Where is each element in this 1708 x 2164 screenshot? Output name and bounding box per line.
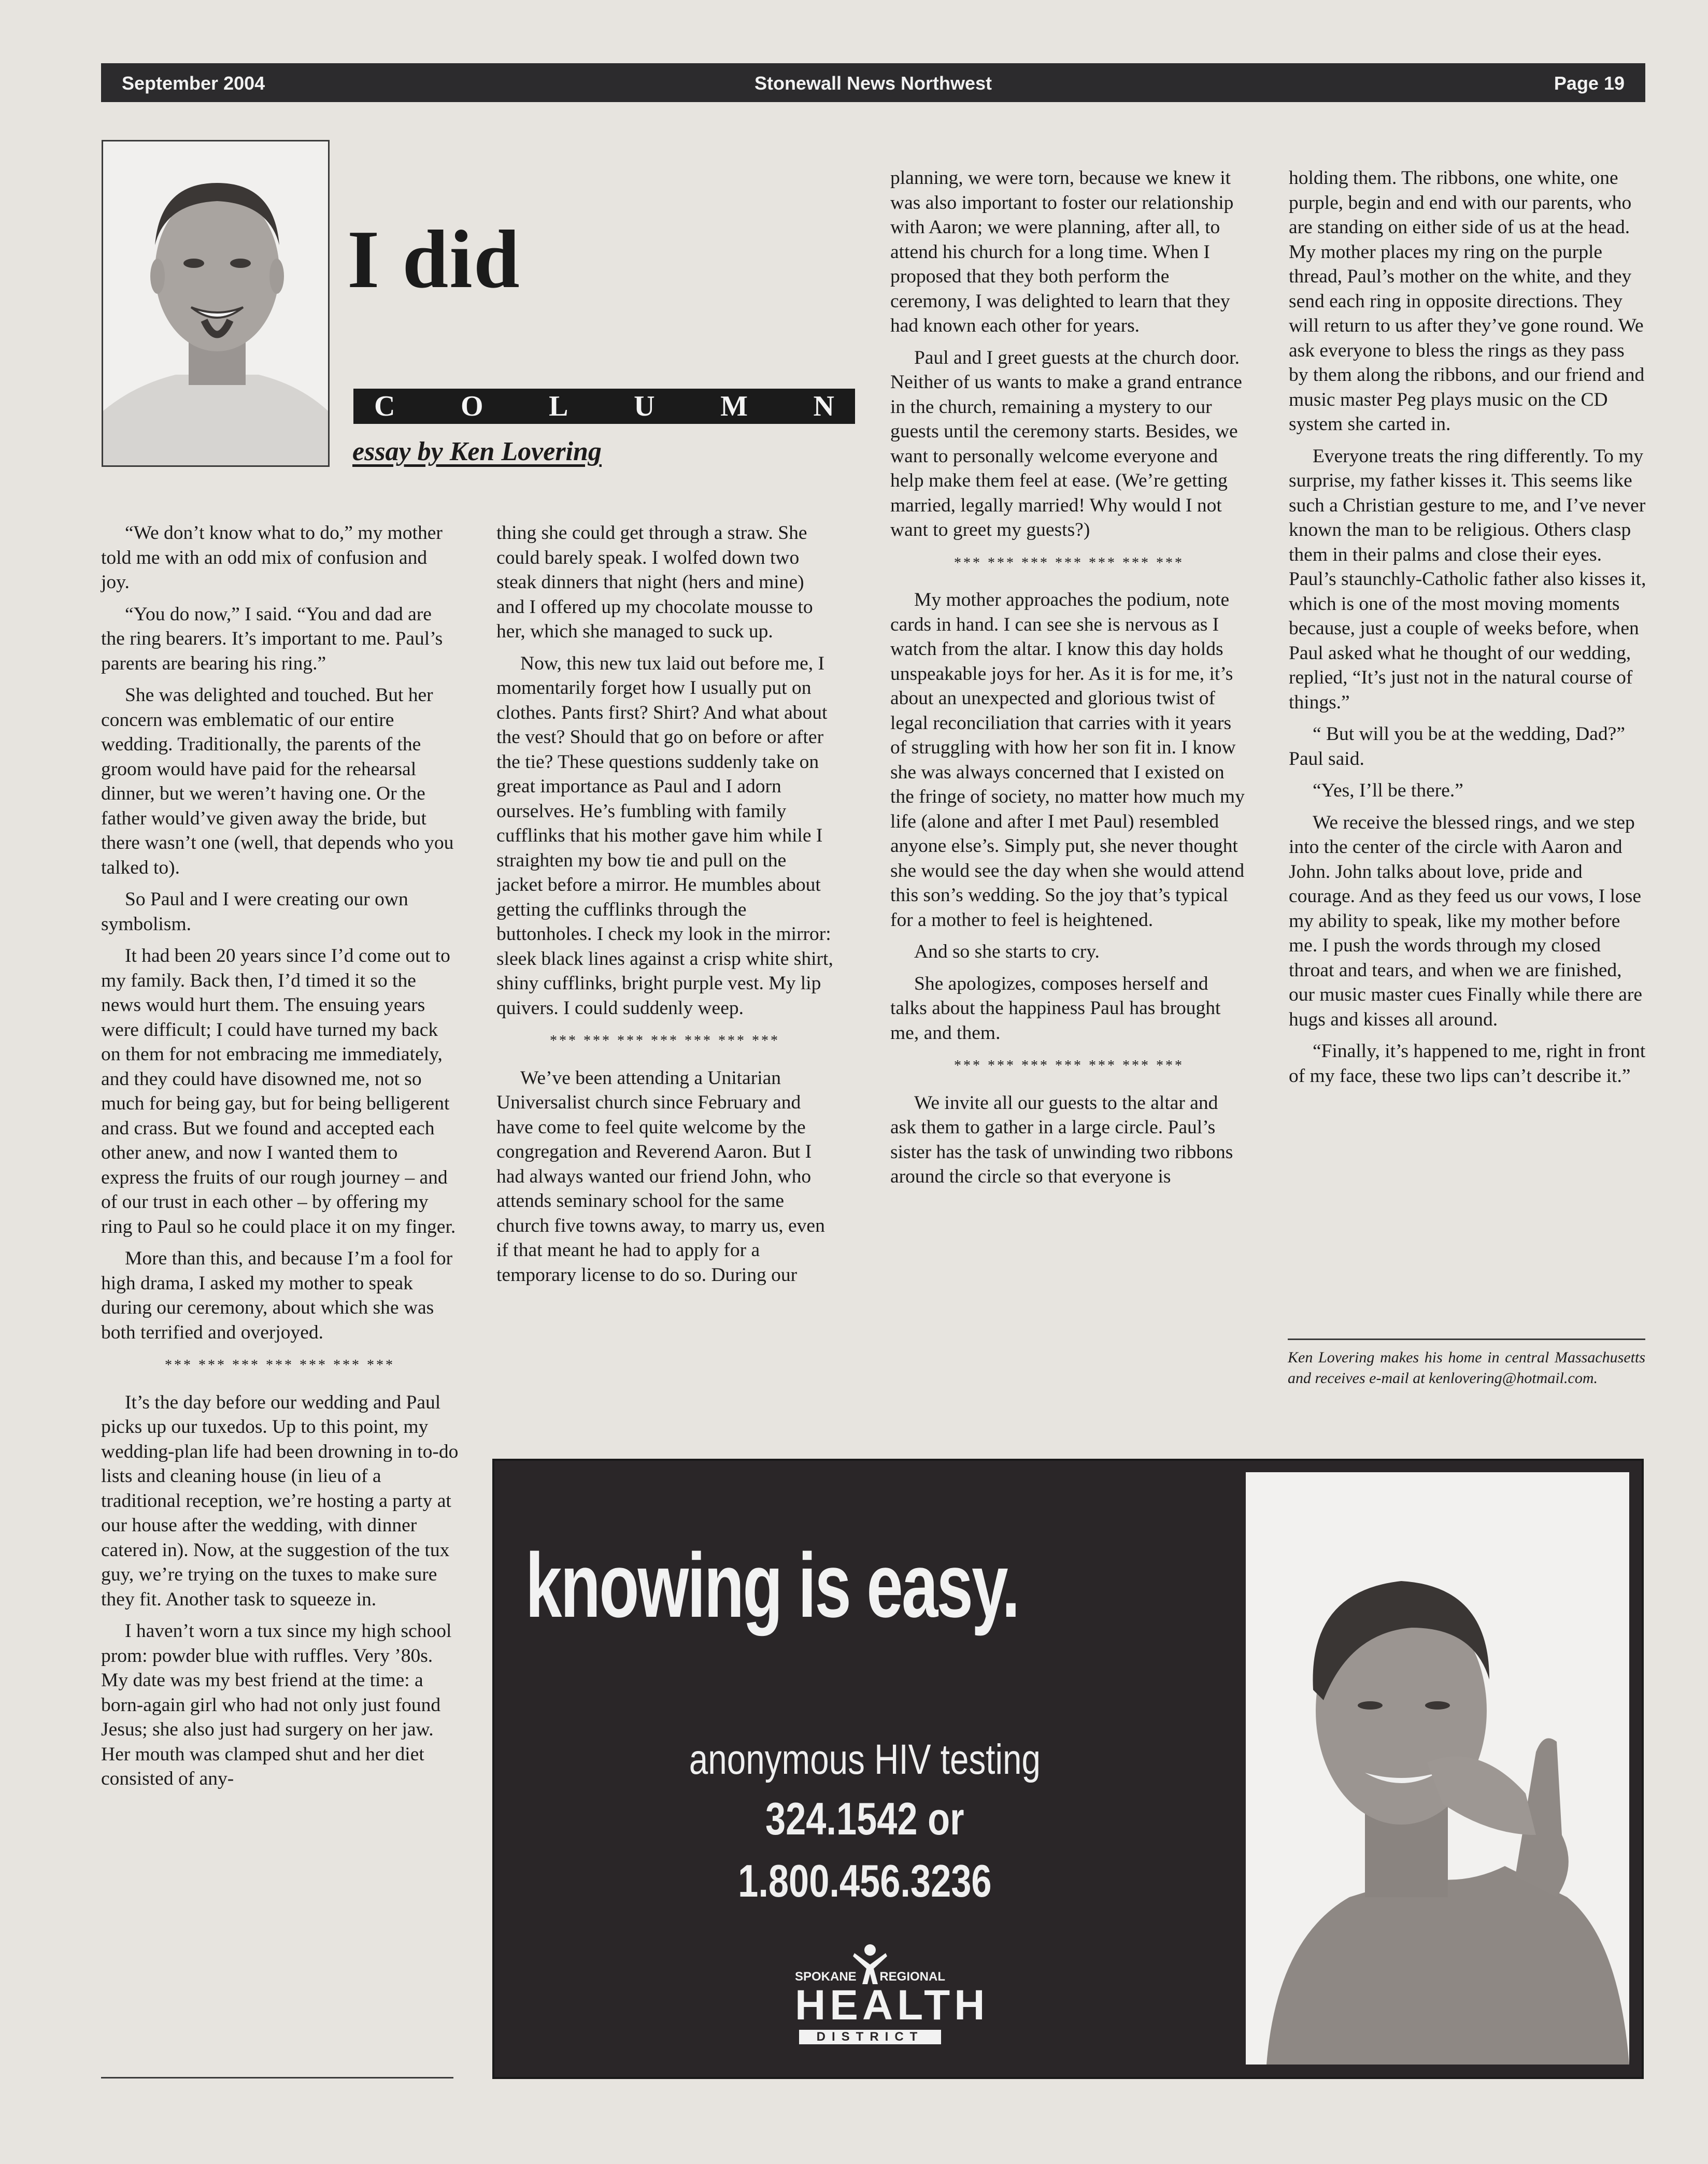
paragraph: Everyone treats the ring differently. To my surprise, my father kisses it. This seems like such a Christian gesture to me, and I’ve never known the man to be religious. Others clasp them in their palms and close their eyes. Paul’s staunchly-Catholic father also kisses it, which is one of the most moving moments because, just a couple of weeks before, when Paul asked what he thought of our wedding, replied, “It’s just not in the natural course of things.”: [1289, 445, 1646, 713]
paragraph: I haven’t worn a tux since my high school prom: powder blue with ruffles. Very ’80s. My date was my best friend at the time: a born-again girl who had not only just found Jesus; she also just had surgery on her jaw. Her mouth was clamped shut and her diet consisted of any-: [101, 1620, 452, 1789]
ad-model-photo: [1246, 1472, 1629, 2065]
paragraph: Now, this new tux laid out before me, I momentarily forget how I usually put on clothes. Pants first? Shirt? And what about the vest? Should that go on before or after the tie? These questions suddenly take on great importance as Paul and I adorn ourselves. He’s fumbling with family cufflinks that his mother gave him while I straighten my bow tie and pull on the jacket before a mirror. He mumbles about getting the cufflinks through the buttonholes. I check my look in the mirror: sleek black lines against a crisp white shirt, shiny cufflinks, bright purple vest. My lip quivers. I could suddenly weep.: [496, 652, 833, 1019]
author-portrait-image: [103, 141, 328, 465]
logo-text-bottom: DISTRICT: [799, 2030, 941, 2044]
ad-model-image: [1246, 1472, 1629, 2065]
column-end-rule: [101, 2077, 453, 2078]
ad-subhead: [494, 1735, 1235, 1784]
column-title: I did: [347, 213, 521, 305]
paragraph: planning, we were torn, because we knew it was also important to foster our relationship with Aaron; we were planning, after all, to attend his church for a long time. When I proposed that they both perform the ceremony, I was delighted to learn that they had known each other for years.: [890, 167, 1234, 336]
paragraph: More than this, and because I’m a fool for high drama, I asked my mother to speak during our ceremony, about which she was both terrified and overjoyed.: [101, 1248, 453, 1343]
hiv-testing-advertisement: [492, 1459, 1644, 2079]
health-district-logo: [795, 1943, 989, 2044]
article-column-2: [496, 521, 833, 1294]
article-column-4: [1289, 166, 1646, 1095]
section-separator: *** *** *** *** *** *** ***: [550, 1033, 780, 1049]
author-photo: [102, 140, 330, 467]
paragraph: “We don’t know what to do,” my mother told me with an odd mix of confusion and joy.: [101, 522, 443, 593]
logo-text-right: REGIONAL: [879, 1970, 945, 1984]
paragraph: “ But will you be at the wedding, Dad?” Paul said.: [1289, 723, 1625, 770]
paragraph: We invite all our guests to the altar and ask them to gather in a large circle. Paul’s sister has the task of unwinding two ribbons around the circle so that everyone is: [890, 1092, 1233, 1187]
logo-text-main: HEALTH: [795, 1982, 989, 2029]
section-separator: *** *** *** *** *** *** ***: [954, 554, 1184, 571]
paragraph: She was delighted and touched. But her concern was emblematic of our entire wedding. Traditionally, the parents of the groom would have paid for the rehearsal dinner, but we weren’t having one. Or the father would’ve given away the bride, but there wasn’t one (well, that depends who you talked to).: [101, 685, 454, 878]
paragraph: And so she starts to cry.: [914, 941, 1100, 962]
column-label-letter: U: [634, 390, 655, 422]
article-column-1: [101, 521, 459, 1799]
paragraph: It’s the day before our wedding and Paul picks up our tuxedos. Up to this point, my wedding-plan life had been drowning in to-do lists and cleaning house (in lieu of a traditional reception, we’re hosting a party at our house after the wedding, with dinner catered in). Now, at the suggestion of the tux guy, we’re trying on the tuxes to make sure they fit. Another task to squeeze in.: [101, 1391, 459, 1610]
ad-subhead-text: anonymous HIV testing: [689, 1736, 1041, 1783]
paragraph: “Finally, it’s happened to me, right in front of my face, these two lips can’t describe it.”: [1289, 1041, 1646, 1087]
ad-phone-tollfree-text: 1.800.456.3236: [738, 1855, 992, 1906]
paragraph: My mother approaches the podium, note cards in hand. I can see she is nervous as I watch from the altar. I know this day holds unspeakable joys for her. As it is for me, it’s about an unexpected and glorious twist of legal reconciliation that carries with it years of struggling with how her son fit in. I know she was always concerned that I existed on the fringe of society, no matter how much my life (alone and after I met Paul) resembled anyone else’s. Simply put, she never thought she would see the day when she would attend this son’s wedding. So the joy that’s typical for a mother to feel is heightened.: [890, 589, 1245, 931]
article-column-3: [890, 166, 1248, 1197]
paragraph: “You do now,” I said. “You and dad are the ring bearers. It’s important to me. Paul’s parents are bearing his ring.”: [101, 603, 443, 674]
column-label-letter: N: [813, 390, 834, 422]
byline: essay by Ken Lovering: [352, 437, 602, 466]
column-label-letter: C: [374, 390, 395, 422]
ad-phone-local: [494, 1792, 1235, 1845]
paragraph: “Yes, I’ll be there.”: [1313, 780, 1463, 801]
paragraph: So Paul and I were creating our own symbolism.: [101, 889, 408, 935]
column-label-letter: O: [461, 390, 483, 422]
column-label-letter: M: [720, 390, 748, 422]
section-separator: *** *** *** *** *** *** ***: [954, 1058, 1184, 1074]
author-bio: Ken Lovering makes his home in central Massachusetts and receives e-mail at kenlovering@hotmail.com.: [1288, 1349, 1645, 1387]
page-number: Page 19: [1554, 73, 1625, 94]
issue-date: September 2004: [122, 73, 265, 94]
bio-divider: [1288, 1339, 1645, 1340]
paragraph: It had been 20 years since I’d come out to my family. Back then, I’d timed it so the news would hurt them. The ensuing years were difficult; I could have turned my back on them for not embracing me immediately, and they could have disowned me, not so much for being gay, but for being belligerent and crass. But we found and accepted each other anew, and now I wanted them to express the fruits of our rough journey – and of our trust in each other – by offering my ring to Paul so he could place it on my finger.: [101, 945, 456, 1237]
page-header-bar: [101, 63, 1645, 102]
paragraph: She apologizes, composes herself and talks about the happiness Paul has brought me, and them.: [890, 973, 1221, 1044]
column-label-letter: L: [549, 390, 568, 422]
ad-phone-tollfree: [494, 1855, 1235, 1907]
paragraph: We receive the blessed rings, and we step into the center of the circle with Aaron and John. John talks about love, pride and courage. And as they feed us our vows, I lose my ability to speak, like my mother before me. I push the words through my closed throat and tears, and when we are finished, our music master cues Finally while there are hugs and kisses all around.: [1289, 812, 1643, 1030]
publication-name: Stonewall News Northwest: [754, 73, 992, 94]
paragraph: We’ve been attending a Unitarian Universalist church since February and have come to feel quite welcome by the congregation and Reverend Aaron. But I had always wanted our friend John, who attends seminary school for the same church five towns away, to marry us, even if that meant he had to apply for a temporary license to do so. During our: [496, 1067, 825, 1286]
logo-text-left: SPOKANE: [795, 1970, 857, 1984]
paragraph: thing she could get through a straw. She could barely speak. I wolfed down two steak dinners that night (hers and mine) and I offered up my chocolate mousse to her, which she managed to suck up.: [496, 522, 813, 642]
ad-phone-local-text: 324.1542 or: [765, 1793, 964, 1844]
ad-headline: knowing is easy.: [525, 1535, 1019, 1636]
column-label-bar: [353, 389, 855, 424]
paragraph: holding them. The ribbons, one white, one purple, begin and end with our parents, who are standing on either side of us at the head. My mother places my ring on the purple thread, Paul’s mother on the white, and they send each ring in opposite directions. They will return to us after they’ve gone round. We ask everyone to bless the rings as they pass by them along the ribbons, and our friend and music master Peg plays music on the CD system she carted in.: [1289, 167, 1645, 435]
section-separator: *** *** *** *** *** *** ***: [165, 1357, 395, 1373]
paragraph: Paul and I greet guests at the church door. Neither of us wants to make a grand entrance in the church, remaining a mystery to our guests until the ceremony starts. Besides, we want to personally welcome everyone and help make them feel at ease. (We’re getting married, legally married! Why would I not want to greet my guests?): [890, 347, 1242, 540]
